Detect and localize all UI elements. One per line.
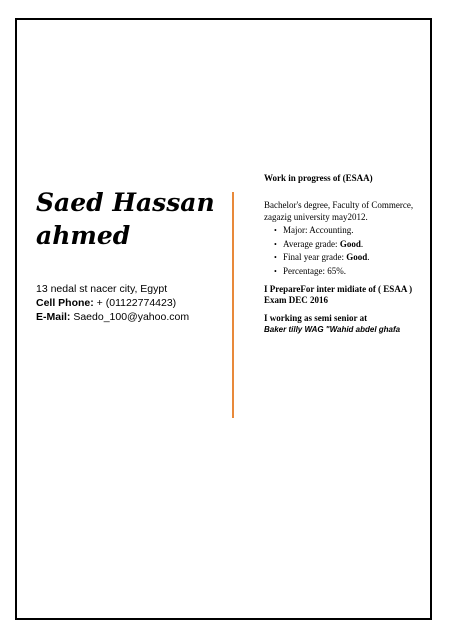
email-label: E-Mail:: [36, 311, 71, 323]
list-item-final: • Final year grade: Good.: [274, 251, 424, 265]
list-item-percentage: • Percentage: 65%.: [274, 265, 424, 279]
phone-label: Cell Phone:: [36, 297, 94, 309]
exam-preparation: I PrepareFor inter midiate of ( ESAA ) Exam DEC 2016: [264, 284, 413, 305]
work-in-progress-heading: Work in progress of (ESAA): [264, 173, 373, 183]
contact-info: [36, 282, 226, 324]
name-line-1: Saed Hassan: [36, 188, 215, 217]
phone-line: [36, 296, 226, 310]
education-list: [264, 224, 424, 278]
phone-value: + (01122774423): [93, 297, 177, 309]
name-line-2: ahmed: [36, 221, 131, 250]
email-value: Saedo_100@yahoo.com: [70, 311, 190, 323]
address: 13 nedal st nacer city, Egypt: [36, 283, 168, 295]
current-job: I working as semi senior at: [264, 313, 368, 323]
vertical-divider: [232, 192, 234, 418]
list-item-major: • Major: Accounting.: [274, 224, 424, 238]
full-name: [36, 186, 226, 252]
right-column: [264, 172, 424, 335]
email-line: [36, 310, 226, 324]
list-item-average: • Average grade: Good.: [274, 238, 424, 252]
company-name: Baker tilly WAG "Wahid abdel ghafa: [264, 324, 401, 334]
degree-text: Bachelor's degree, Faculty of Commerce, zagazig university may2012.: [264, 200, 414, 222]
